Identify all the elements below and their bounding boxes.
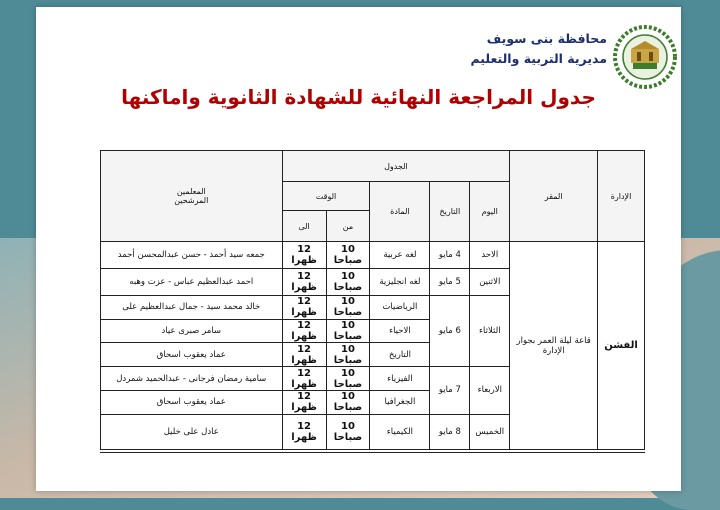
to-cell: 12 ظهرا [282,319,326,343]
letterhead [470,29,607,69]
subject-cell: التاريخ [370,343,430,367]
subject-cell: الجغرافيا [370,390,430,414]
to-cell: 12 ظهرا [282,268,326,295]
admin-cell: الفشن [598,242,645,450]
to-cell: 12 ظهرا [282,390,326,414]
date-cell: 4 مايو [430,242,470,269]
col-venue: المقر [510,151,598,242]
from-cell: 10 صباحا [326,268,370,295]
teachers-cell: خالد محمد سيد - جمال عبدالعظيم على [101,295,283,319]
subject-cell: لغه عربية [370,242,430,269]
day-cell: الاربعاء [470,367,510,415]
subject-cell: لغه انجليزية [370,268,430,295]
col-time: الوقت [282,182,370,211]
col-day: اليوم [470,182,510,242]
teachers-cell: جمعه سيد أحمد - حسن عبدالمحسن أحمد [101,242,283,269]
teachers-cell: احمد عبدالعظيم عباس - عزت وهبه [101,268,283,295]
teachers-cell: سامر صبرى عياد [101,319,283,343]
schedule-table-wrapper [100,150,645,452]
page-title: جدول المراجعة النهائية للشهادة الثانوية واماكنها [121,85,596,109]
subject-cell: الرياضيات [370,295,430,319]
from-cell: 10 صباحا [326,295,370,319]
day-cell: الخميس [470,414,510,449]
col-from: من [326,211,370,242]
to-cell: 12 ظهرا [282,242,326,269]
to-cell: 12 ظهرا [282,367,326,391]
day-cell: الثلاثاء [470,295,510,366]
document-sheet [36,7,681,491]
from-cell: 10 صباحا [326,319,370,343]
to-cell: 12 ظهرا [282,295,326,319]
governorate-name: محافظة بنى سويف [486,31,607,46]
subject-cell: الكيمياء [370,414,430,449]
teachers-cell: عماد يعقوب اسحاق [101,343,283,367]
subject-cell: الفيزياء [370,367,430,391]
teachers-cell: سامية رمضان فرجانى - عبدالحميد شمردل [101,367,283,391]
col-teachers: المعلمين المرشحين [101,151,283,242]
col-schedule: الجدول [282,151,510,182]
date-cell: 6 مايو [430,295,470,366]
day-cell: الاثنين [470,268,510,295]
date-cell: 8 مايو [430,414,470,449]
to-cell: 12 ظهرا [282,343,326,367]
col-admin: الإدارة [598,151,645,242]
teachers-cell: عادل على خليل [101,414,283,449]
venue-cell: قاعة ليلة العمر بجوار الإدارة [510,242,598,450]
teachers-cell: عماد يعقوب اسحاق [101,390,283,414]
from-cell: 10 صباحا [326,343,370,367]
date-cell: 5 مايو [430,268,470,295]
date-cell: 7 مايو [430,367,470,415]
from-cell: 10 صباحا [326,367,370,391]
col-to: الى [282,211,326,242]
table-row [101,242,645,269]
day-cell: الاحد [470,242,510,269]
review-schedule-table [100,150,645,450]
to-cell: 12 ظهرا [282,414,326,449]
from-cell: 10 صباحا [326,390,370,414]
table-bottom-rule [100,452,645,461]
header-row-1 [101,151,645,182]
subject-cell: الاحياء [370,319,430,343]
from-cell: 10 صباحا [326,414,370,449]
col-subject: المادة [370,182,430,242]
col-date: التاريخ [430,182,470,242]
from-cell: 10 صباحا [326,242,370,269]
directorate-name: مديرية التربية والتعليم [470,51,607,66]
directorate-logo [613,25,677,89]
